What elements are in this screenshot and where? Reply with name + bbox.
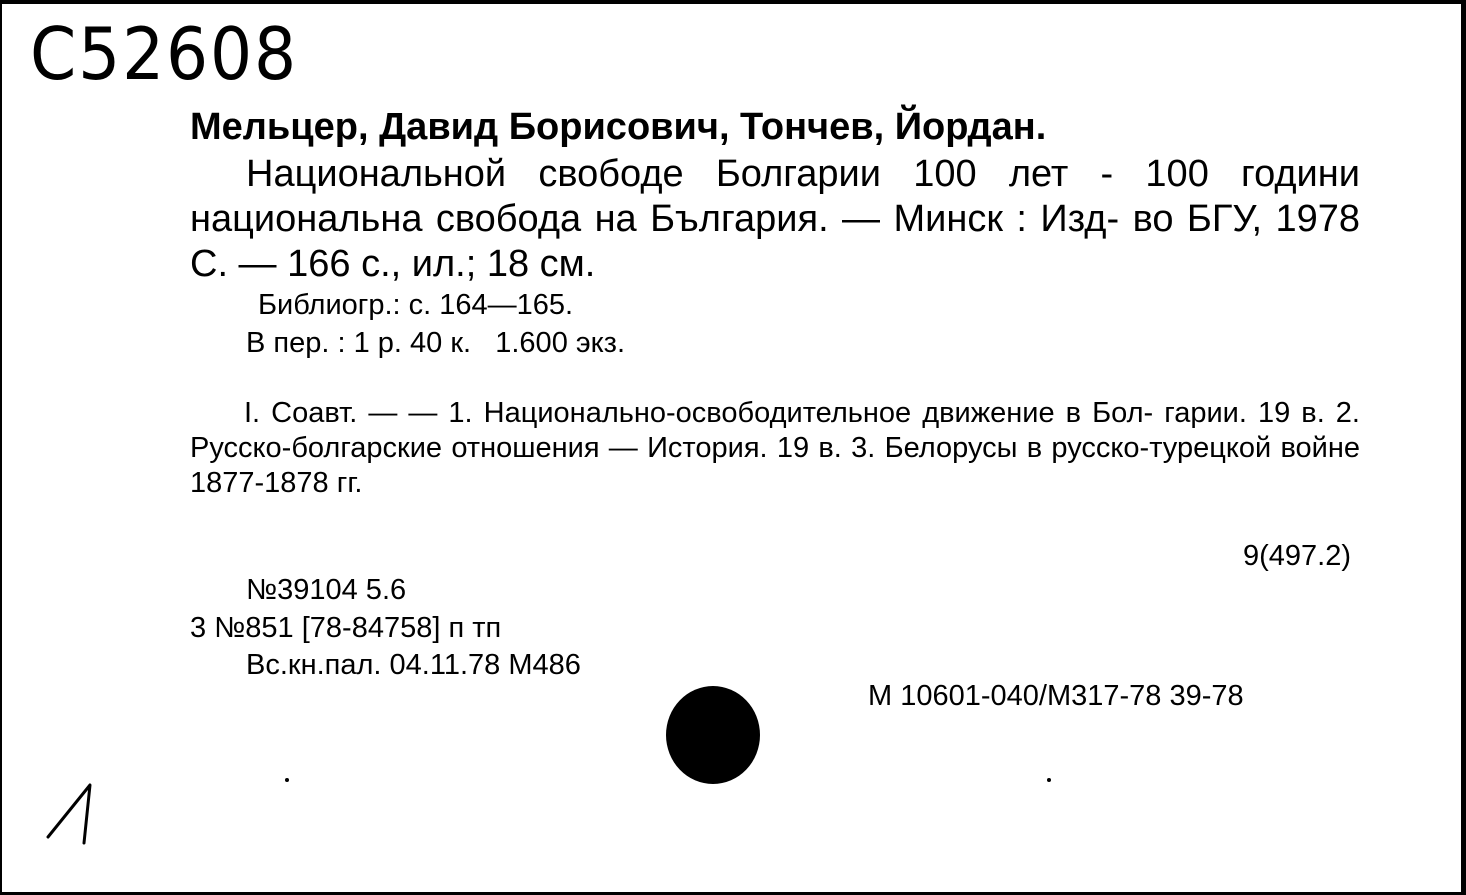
subject-line-3: Белорусы в русско-турецкой войне 1877-1878 гг. (190, 432, 1361, 499)
title-line-1: Национальной свободе Болгарии 100 лет - 100 години (246, 153, 1360, 195)
subject-headings (190, 396, 1360, 501)
classification-code: 9(497.2) (1242, 540, 1351, 572)
record-number: №39104 5.6 (246, 574, 407, 606)
price-line: В пер. : 1 р. 40 к. 1.600 экз. (246, 327, 626, 359)
call-number: С52608 (30, 12, 299, 96)
speck-dot (285, 778, 289, 782)
subject-line-2: гарии. 19 в. 2. Русско-болгарские отношения — История. 19 в. 3. (190, 397, 1360, 464)
handwritten-one-mark (42, 779, 112, 849)
order-line: 3 №851 [78-84758] п тп (190, 612, 502, 644)
title-description (190, 152, 1360, 287)
chamber-line: Вс.кн.пал. 04.11.78 М486 (246, 649, 581, 681)
punch-hole (666, 686, 760, 784)
publisher-code: М 10601-040/М317-78 39-78 (868, 680, 1244, 712)
subject-line-1: I. Соавт. — — 1. Национально-освободительное движение в Бол- (244, 397, 1154, 429)
author-heading: Мельцер, Давид Борисович, Тончев, Йордан. (190, 106, 1047, 148)
title-line-2: национальна свобода на България. — Минск : Изд- (190, 198, 1120, 240)
speck-dot (1047, 778, 1051, 782)
bibliography-note: Библиогр.: с. 164—165. (258, 289, 574, 321)
title-line-3: во БГУ, 1978 С. — 166 с., ил.; 18 см. (190, 198, 1361, 285)
